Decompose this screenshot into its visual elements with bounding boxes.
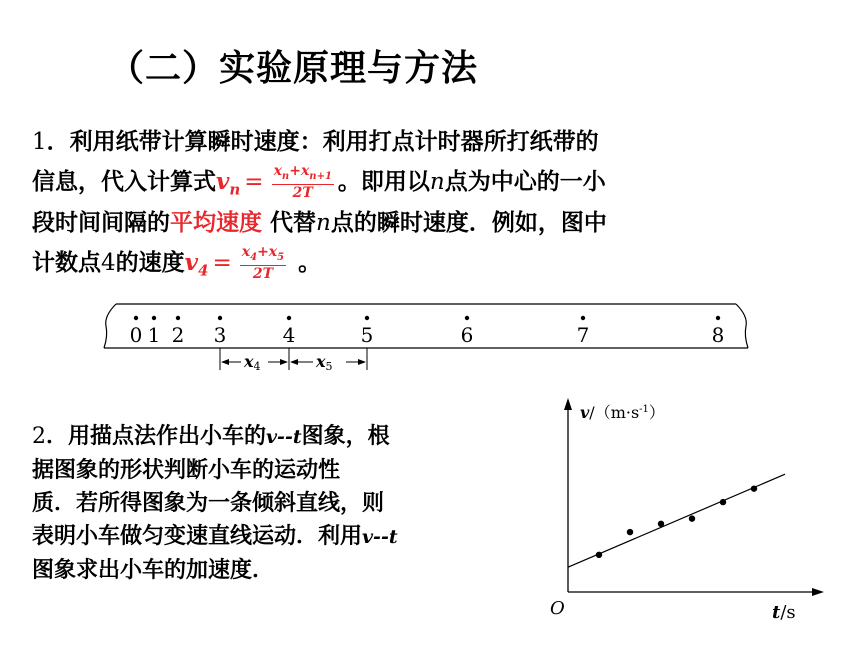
tape-dot-4 <box>287 316 291 320</box>
tape-label-0: 0 <box>129 323 143 347</box>
paragraph-1-line-1: 1．利用纸带计算瞬时速度：利用打点计时器所打纸带的 <box>32 129 599 155</box>
tape-dot-5 <box>365 316 369 320</box>
data-point-6 <box>751 485 757 491</box>
paragraph-2-line-1: 2．用描点法作出小车的v--t图象，根 <box>32 424 390 449</box>
tape-label-6: 6 <box>460 323 474 347</box>
paper-tape-figure <box>96 296 760 376</box>
formula-vn-fraction: $\frac{x_n+x_{n+1}}{2T}$ <box>273 162 332 202</box>
tape-dot-8 <box>716 316 720 320</box>
y-axis-label: $v/(m\cdot s^{-1})$ <box>580 403 665 422</box>
paragraph-2-line-2: 据图象的形状判断小车的运动性 <box>32 458 341 483</box>
data-point-4 <box>689 515 695 521</box>
data-point-1 <box>596 552 602 558</box>
paragraph-2 <box>32 420 398 587</box>
data-point-5 <box>720 499 726 505</box>
vt-graph <box>540 392 840 632</box>
paragraph-1-line-3: 段时间间隔的平均速度 代替n点的瞬时速度．例如，图中 <box>32 210 607 236</box>
paragraph-1-line-4: 计数点4的速度$v_4$ = $\frac{x_4+x_5}{2T}$ 。 <box>32 243 322 283</box>
item-number-1: 1 <box>32 129 47 155</box>
paragraph-1-line-2: 信息，代入计算式$v_n$ = $\frac{x_n+x_{n+1}}{2T}$ 。即用以n点为中心的一小 <box>32 162 606 202</box>
tape-label-5: 5 <box>360 323 374 347</box>
tape-label-8: 8 <box>711 323 725 347</box>
paragraph-2-line-4: 表明小车做匀变速直线运动．利用v--t <box>32 524 398 549</box>
data-point-2 <box>627 529 633 535</box>
tape-dot-2 <box>176 316 180 320</box>
x-axis-label: t/s <box>772 602 796 623</box>
v4-symbol: $v_4$ <box>184 249 209 280</box>
tape-dot-6 <box>465 316 469 320</box>
section-heading: （二）实验原理与方法 <box>108 48 479 89</box>
x4-label: x4 <box>244 352 261 373</box>
paragraph-2-line-3: 质．若所得图象为一条倾斜直线，则 <box>32 491 385 516</box>
tape-label-2: 2 <box>171 323 185 347</box>
tape-label-1: 1 <box>147 323 161 347</box>
tape-dot-1 <box>152 316 156 320</box>
formula-v4-fraction: $\frac{x_4+x_5}{2T}$ <box>241 243 285 283</box>
average-velocity-highlight: 平均速度 <box>170 210 262 236</box>
data-point-3 <box>658 521 664 527</box>
x5-label: x5 <box>316 352 333 373</box>
tape-label-4: 4 <box>282 323 296 347</box>
tape-dot-0 <box>134 316 138 320</box>
tape-label-3: 3 <box>213 323 227 347</box>
tape-label-7: 7 <box>576 323 590 347</box>
tape-dot-7 <box>581 316 585 320</box>
origin-label: O <box>550 598 565 619</box>
paragraph-2-line-5: 图象求出小车的加速度． <box>32 558 275 583</box>
vn-symbol: $v_n$ <box>216 168 241 199</box>
tape-dot-3 <box>218 316 222 320</box>
